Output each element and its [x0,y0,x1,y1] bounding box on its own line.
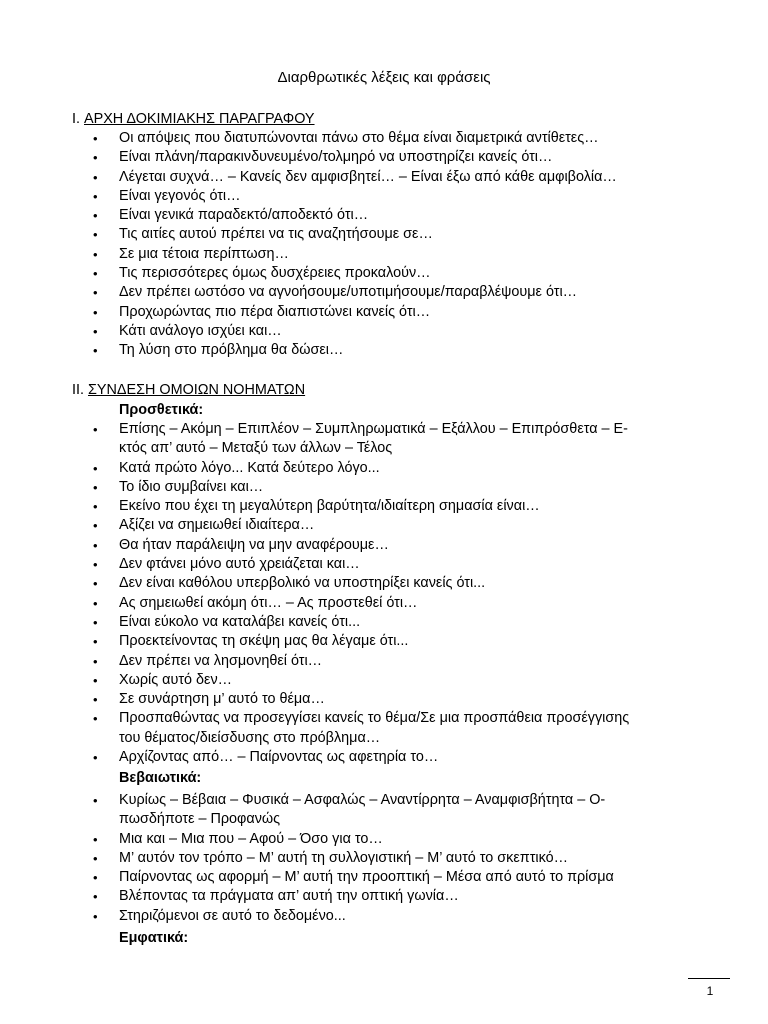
list-item [0,168,768,187]
bullet-icon: • [93,208,98,224]
list-item [0,709,768,728]
list-item-text: Προεκτείνοντας τη σκέψη μας θα λέγαμε ότι... [119,633,409,650]
bullet-icon: • [93,831,98,847]
list-item-text: Κάτι ανάλογο ισχύει και… [119,322,282,339]
bullet-icon: • [93,499,98,515]
list-item-text: Είναι γεγονός ότι… [119,187,241,204]
list-item [0,729,768,748]
list-item [0,206,768,225]
list-item [0,613,768,632]
list-item [0,303,768,322]
list-item [0,652,768,671]
bullet-icon: • [93,266,98,282]
list-item-text: Κυρίως – Βέβαια – Φυσικά – Ασφαλώς – Αναντίρρητα – Αναμφισβήτητα – Ο- [119,792,606,808]
list-item-text: Μ’ αυτόν τον τρόπο – Μ’ αυτή τη συλλογιστική – Μ’ αυτό το σκεπτικό… [119,849,569,866]
list-item-text: Τις περισσότερες όμως δυσχέρειες προκαλούν… [119,265,431,282]
subheading-additive: Προσθετικά: [119,402,204,418]
section-heading-2 [72,381,305,399]
list-item [0,849,768,868]
list-item-text: Στηριζόμενοι σε αυτό το δεδομένο... [119,907,346,924]
list-item [0,283,768,302]
bullet-icon: • [93,422,98,437]
list-item [0,148,768,167]
list-item [0,459,768,478]
bullet-icon: • [93,150,98,166]
affirmative-list [0,791,768,926]
list-item-text: Το ίδιο συμβαίνει και… [119,478,264,495]
bullet-icon: • [93,889,98,905]
list-item-text: κτός απ’ αυτό – Μεταξύ των άλλων – Τέλος [119,440,393,457]
section-numeral: II. [72,382,84,398]
list-item [0,748,768,767]
list-item-text: Προχωρώντας πιο πέρα διαπιστώνει κανείς ότι… [119,303,431,320]
bullet-icon: • [93,518,98,534]
bullet-icon: • [93,850,98,866]
bullet-icon: • [93,537,98,553]
list-item-text: Είναι πλάνη/παρακινδυνευμένο/τολμηρό να υποστηρίζει κανείς ότι… [119,149,553,166]
list-item-text: Είναι εύκολο να καταλάβει κανείς ότι... [119,613,361,630]
bullet-icon: • [93,557,98,573]
bullet-icon: • [93,131,98,146]
section-heading-1 [72,110,315,128]
bullet-icon: • [93,188,98,204]
list-item [0,594,768,613]
list-item [0,439,768,458]
list-item [0,791,768,810]
list-item [0,887,768,906]
bullet-icon: • [93,285,98,301]
list-item [0,671,768,690]
list-item [0,555,768,574]
list-item-text: Δεν είναι καθόλου υπερβολικό να υποστηρίξει κανείς ότι... [119,575,486,592]
bullet-icon: • [93,870,98,886]
bullet-icon: • [93,595,98,611]
list-item-text: πωσδήποτε – Προφανώς [119,811,281,828]
list-item [0,516,768,535]
list-item-text: Κατά πρώτο λόγο... Κατά δεύτερο λόγο... [119,459,380,476]
bullet-icon: • [93,908,98,924]
bullet-icon: • [93,343,98,359]
bullet-icon: • [93,576,98,592]
list-item [0,322,768,341]
bullet-icon: • [93,614,98,630]
list-item [0,907,768,926]
bullet-icon: • [93,653,98,669]
list-item-text: Οι απόψεις που διατυπώνονται πάνω στο θέμα είναι διαμετρικά αντίθετες… [119,130,599,146]
bullet-icon: • [93,227,98,243]
bullet-icon: • [93,634,98,650]
list-item-text: Είναι γενικά παραδεκτό/αποδεκτό ότι… [119,207,369,224]
list-item [0,632,768,651]
list-item [0,536,768,555]
list-item [0,341,768,360]
list-item [0,830,768,849]
list-item-text: Παίρνοντας ως αφορμή – Μ’ αυτή την προοπτική – Μέσα από αυτό το πρίσμα [119,869,614,886]
list-item-text: Σε συνάρτηση μ’ αυτό το θέμα… [119,691,325,708]
bullet-icon: • [93,793,98,808]
bullet-icon: • [93,169,98,185]
list-item [0,690,768,709]
section-title: ΣΥΝΔΕΣΗ ΟΜΟΙΩΝ ΝΟΗΜΑΤΩΝ [88,382,306,398]
list-item [0,420,768,439]
footer-rule [688,978,730,979]
list-item [0,497,768,516]
additive-list [0,420,768,767]
bullet-icon: • [93,246,98,262]
list-item-text: Σε μια τέτοια περίπτωση… [119,245,289,262]
page-number: 1 [706,984,714,998]
list-item-text: Προσπαθώντας να προσεγγίσει κανείς το θέμα/Σε μια προσπάθεια προσέγγισης [119,710,630,727]
list-item [0,245,768,264]
bullet-icon: • [93,692,98,708]
list-item-text: του θέματος/διείσδυσης στο πρόβλημα… [119,729,381,746]
list-item-text: Τις αιτίες αυτού πρέπει να τις αναζητήσουμε σε… [119,226,433,243]
bullet-icon: • [93,750,98,766]
section-numeral: I. [72,111,80,127]
section-1-list [0,129,768,361]
list-item-text: Θα ήταν παράλειψη να μην αναφέρουμε… [119,536,389,553]
list-item-text: Λέγεται συχνά… – Κανείς δεν αμφισβητεί… – Είναι έξω από κάθε αμφιβολία… [119,168,617,185]
list-item-text: Ας σημειωθεί ακόμη ότι… – Ας προστεθεί ότι… [119,594,418,611]
list-item-text: Δεν πρέπει να λησμονηθεί ότι… [119,652,323,669]
list-item [0,574,768,593]
list-item [0,478,768,497]
list-item [0,810,768,829]
list-item-text: Αξίζει να σημειωθεί ιδιαίτερα… [119,517,315,534]
list-item [0,868,768,887]
list-item-text: Μια και – Μια που – Αφού – Όσο για το… [119,830,383,847]
list-item-text: Βλέποντας τα πράγματα απ’ αυτή την οπτική γωνία… [119,888,459,905]
bullet-icon: • [93,711,98,727]
list-item-text: Δεν πρέπει ωστόσο να αγνοήσουμε/υποτιμήσουμε/παραβλέψουμε ότι… [119,284,578,301]
list-item-text: Αρχίζοντας από… – Παίρνοντας ως αφετηρία το… [119,749,439,766]
bullet-icon: • [93,304,98,320]
bullet-icon: • [93,323,98,339]
bullet-icon: • [93,479,98,495]
list-item-text: Επίσης – Ακόμη – Επιπλέον – Συμπληρωματικά – Εξάλλου – Επιπρόσθετα – Ε- [119,421,628,437]
list-item [0,225,768,244]
list-item [0,187,768,206]
subheading-affirmative: Βεβαιωτικά: [119,770,202,786]
bullet-icon: • [93,460,98,476]
list-item [0,264,768,283]
list-item-text: Τη λύση στο πρόβλημα θα δώσει… [119,342,344,359]
section-title: ΑΡΧΗ ΔΟΚΙΜΙΑΚΗΣ ΠΑΡΑΓΡΑΦΟΥ [84,111,315,127]
list-item [0,129,768,148]
bullet-icon: • [93,672,98,688]
subheading-emphatic: Εμφατικά: [119,930,189,946]
document-title: Διαρθρωτικές λέξεις και φράσεις [277,69,491,86]
list-item-text: Χωρίς αυτό δεν… [119,671,233,688]
list-item-text: Εκείνο που έχει τη μεγαλύτερη βαρύτητα/ιδιαίτερη σημασία είναι… [119,498,540,515]
list-item-text: Δεν φτάνει μόνο αυτό χρειάζεται και… [119,556,360,573]
